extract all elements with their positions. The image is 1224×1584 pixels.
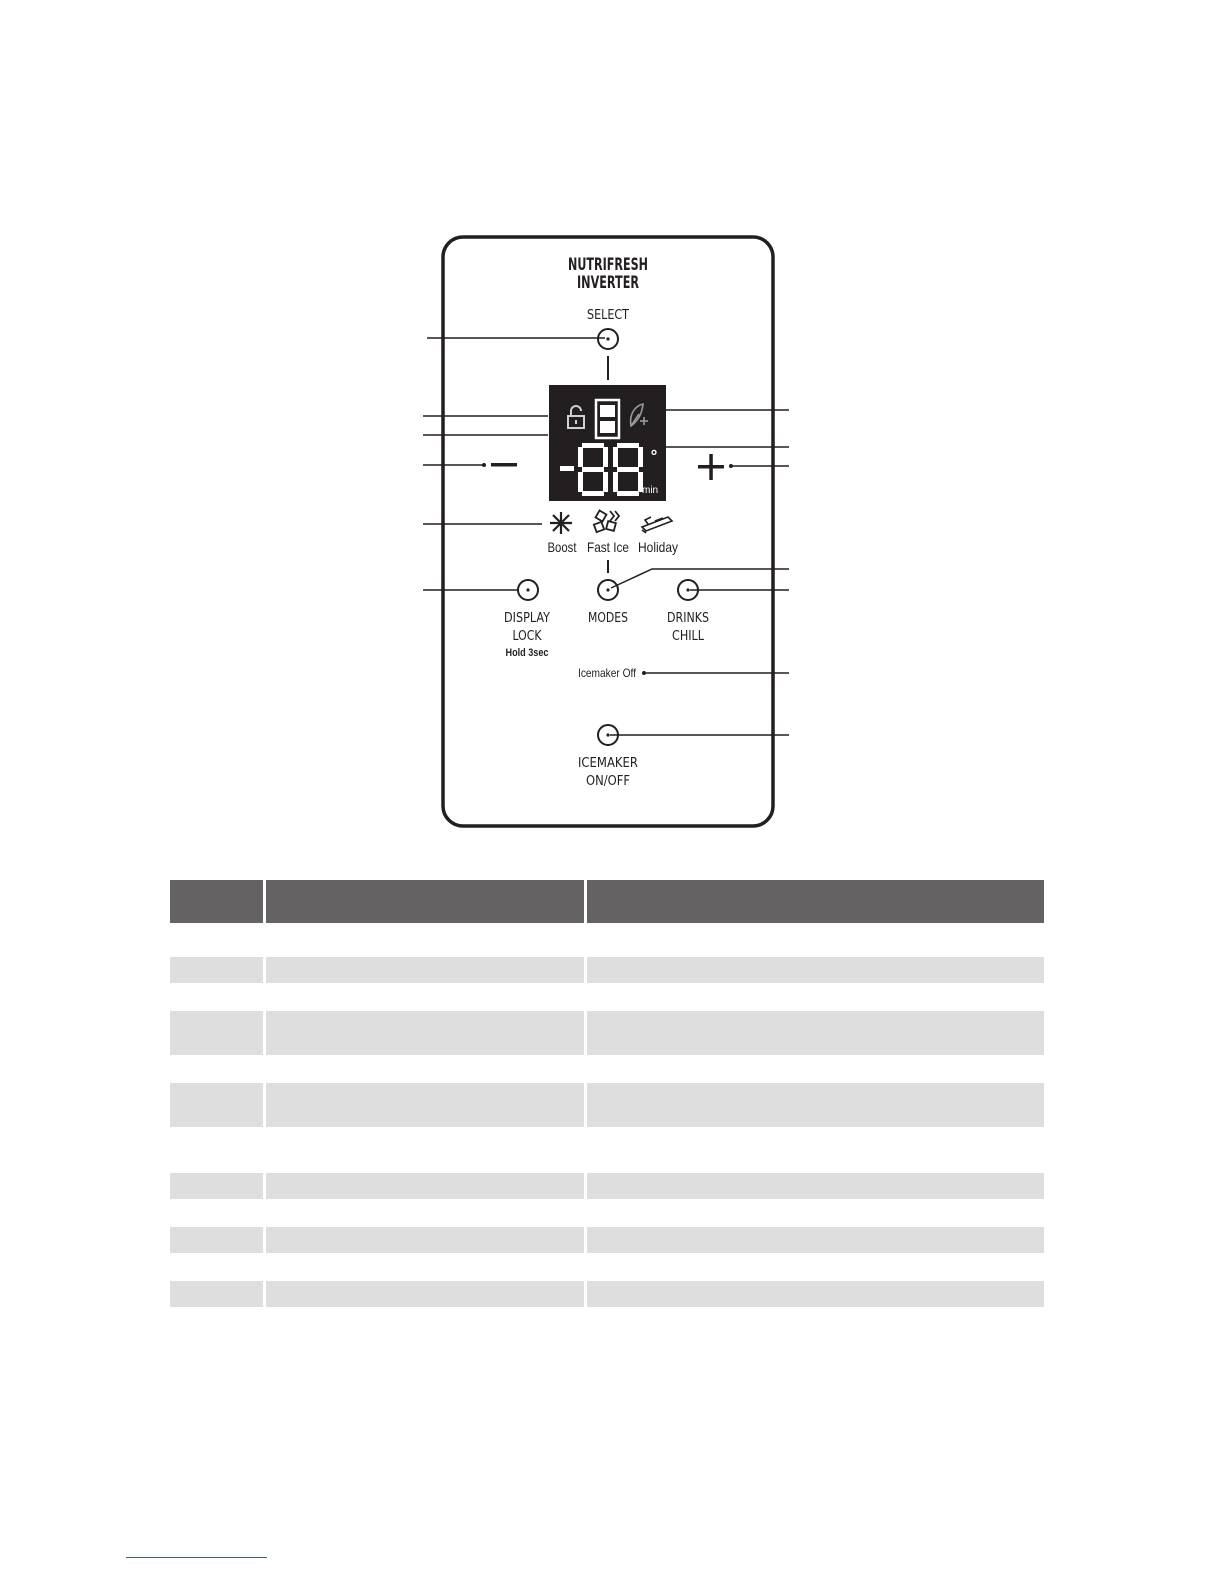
table-row xyxy=(170,957,1044,983)
table-cell xyxy=(170,923,263,957)
brand-line-1: NUTRIFRESH xyxy=(568,255,648,275)
table-row xyxy=(170,1083,1044,1127)
table-cell xyxy=(170,983,263,1011)
table-cell xyxy=(587,1127,1044,1173)
lcd-display xyxy=(549,385,666,501)
table-cell xyxy=(587,957,1044,983)
callout-line-modes xyxy=(611,569,789,588)
table-row xyxy=(170,1173,1044,1199)
footer-link-underline[interactable] xyxy=(126,1557,267,1558)
drinks-chill-label-2: CHILL xyxy=(672,629,705,644)
select-label: SELECT xyxy=(587,308,630,323)
table-cell xyxy=(587,983,1044,1011)
table-cell xyxy=(587,1055,1044,1083)
fridge-icon xyxy=(596,400,619,438)
display-lock-button[interactable] xyxy=(518,580,538,600)
plus-button[interactable] xyxy=(698,454,724,480)
table-cell xyxy=(170,1173,263,1199)
table-cell xyxy=(266,957,584,983)
table-row xyxy=(170,1127,1044,1173)
header-cell xyxy=(587,880,1044,923)
degree-symbol: ° xyxy=(650,447,658,466)
mode-boost-label: Boost xyxy=(547,539,577,555)
table-cell xyxy=(266,1055,584,1083)
icemaker-label-1: ICEMAKER xyxy=(578,756,638,771)
drinks-chill-label-1: DRINKS xyxy=(667,611,709,626)
table-cell xyxy=(587,1281,1044,1307)
display-lock-label-1: DISPLAY xyxy=(504,611,551,626)
display-lock-label-2: LOCK xyxy=(512,629,542,644)
table-row xyxy=(170,1227,1044,1253)
table-cell xyxy=(170,1253,263,1281)
table-cell xyxy=(170,1199,263,1227)
unit-label: min xyxy=(642,485,659,496)
header-cell xyxy=(170,880,263,923)
display-lock-hint: Hold 3sec xyxy=(505,647,549,659)
table-row xyxy=(170,983,1044,1011)
header-cell xyxy=(266,880,584,923)
table-cell xyxy=(266,1173,584,1199)
table-cell xyxy=(587,1227,1044,1253)
table-cell xyxy=(170,1227,263,1253)
function-table xyxy=(170,880,1044,1307)
table-row xyxy=(170,1055,1044,1083)
modes-label: MODES xyxy=(588,611,628,626)
table-cell xyxy=(587,1083,1044,1127)
table-cell xyxy=(587,1253,1044,1281)
mode-fast-ice-label: Fast Ice xyxy=(587,539,630,555)
snowflake-icon xyxy=(550,512,572,534)
minus-button[interactable] xyxy=(491,463,517,467)
table-cell xyxy=(170,1011,263,1055)
table-cell xyxy=(170,1055,263,1083)
select-button[interactable] xyxy=(598,329,618,349)
table-cell xyxy=(266,1227,584,1253)
mode-holiday-label: Holiday xyxy=(638,539,678,555)
table-cell xyxy=(587,1199,1044,1227)
table-cell xyxy=(266,923,584,957)
table-header xyxy=(170,880,1044,923)
suitcase-holiday-icon xyxy=(642,517,672,533)
table-row xyxy=(170,1199,1044,1227)
table-row xyxy=(170,1281,1044,1307)
table-cell xyxy=(266,1011,584,1055)
table-cell xyxy=(587,1011,1044,1055)
table-cell xyxy=(587,1173,1044,1199)
brand-line-2: INVERTER xyxy=(577,273,639,293)
table-row xyxy=(170,1011,1044,1055)
table-cell xyxy=(587,923,1044,957)
table-cell xyxy=(266,1199,584,1227)
table-cell xyxy=(266,1281,584,1307)
table-cell xyxy=(266,1127,584,1173)
icemaker-label-2: ON/OFF xyxy=(586,774,630,789)
table-cell xyxy=(170,1127,263,1173)
table-cell xyxy=(170,1281,263,1307)
table-cell xyxy=(266,983,584,1011)
table-cell xyxy=(266,1083,584,1127)
ice-cubes-icon xyxy=(594,511,619,533)
table-cell xyxy=(266,1253,584,1281)
table-cell xyxy=(170,1083,263,1127)
table-row xyxy=(170,1253,1044,1281)
table-row xyxy=(170,923,1044,957)
icemaker-off-indicator: Icemaker Off xyxy=(578,666,637,680)
modes-button[interactable] xyxy=(598,580,618,600)
table-cell xyxy=(170,957,263,983)
